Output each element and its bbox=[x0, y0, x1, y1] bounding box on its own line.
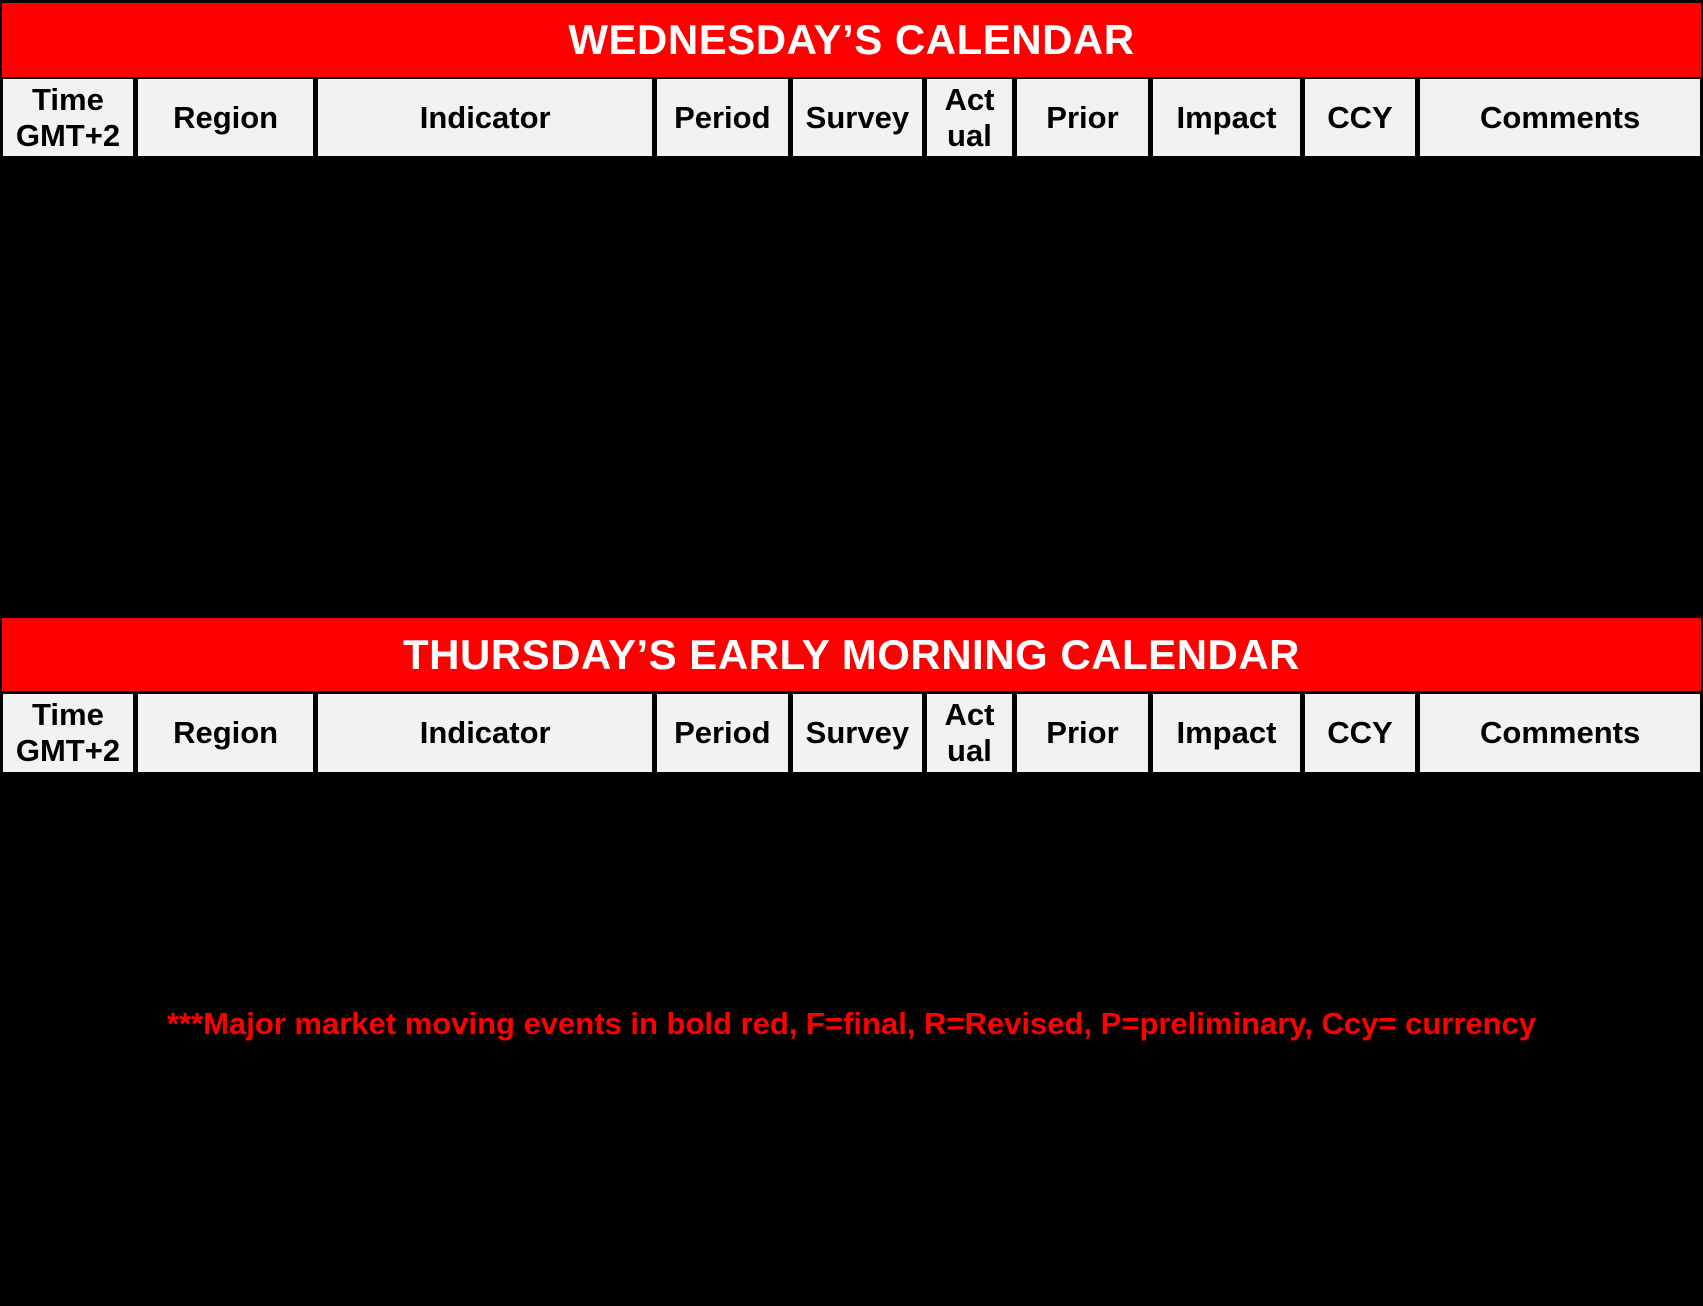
column-header-time-gmt: Time GMT+2 bbox=[3, 79, 138, 156]
column-header-region: Region bbox=[138, 79, 318, 156]
column-header-time-gmt: Time GMT+2 bbox=[3, 694, 138, 772]
wednesday-table-body-blacked-out bbox=[0, 156, 1703, 618]
column-header-survey: Survey bbox=[793, 694, 928, 772]
column-header-ccy: CCY bbox=[1305, 694, 1421, 772]
thursday-title-band bbox=[2, 618, 1701, 691]
column-header-prior: Prior bbox=[1017, 79, 1153, 156]
wednesday-title: WEDNESDAY’S CALENDAR bbox=[568, 16, 1135, 63]
column-header-survey: Survey bbox=[793, 79, 928, 156]
column-header-indicator: Indicator bbox=[318, 79, 657, 156]
column-header-period: Period bbox=[657, 79, 793, 156]
column-header-actual: Act ual bbox=[927, 79, 1017, 156]
legend-footnote: ***Major market moving events in bold red, F=final, R=Revised, P=preliminary, Ccy= currency bbox=[166, 1006, 1537, 1041]
column-header-impact: Impact bbox=[1153, 79, 1305, 156]
wednesday-header-row bbox=[0, 79, 1703, 156]
column-header-impact: Impact bbox=[1153, 694, 1305, 772]
column-header-prior: Prior bbox=[1017, 694, 1153, 772]
column-header-comments: Comments bbox=[1420, 79, 1700, 156]
column-header-comments: Comments bbox=[1420, 694, 1700, 772]
thursday-table-body-blacked-out bbox=[0, 1004, 1703, 1306]
wednesday-title-band bbox=[2, 3, 1701, 77]
column-header-ccy: CCY bbox=[1305, 79, 1421, 156]
thursday-header-row bbox=[0, 694, 1703, 772]
column-header-region: Region bbox=[138, 694, 318, 772]
column-header-indicator: Indicator bbox=[318, 694, 657, 772]
column-header-actual: Act ual bbox=[927, 694, 1017, 772]
column-header-period: Period bbox=[657, 694, 793, 772]
thursday-title: THURSDAY’S EARLY MORNING CALENDAR bbox=[402, 630, 1301, 678]
